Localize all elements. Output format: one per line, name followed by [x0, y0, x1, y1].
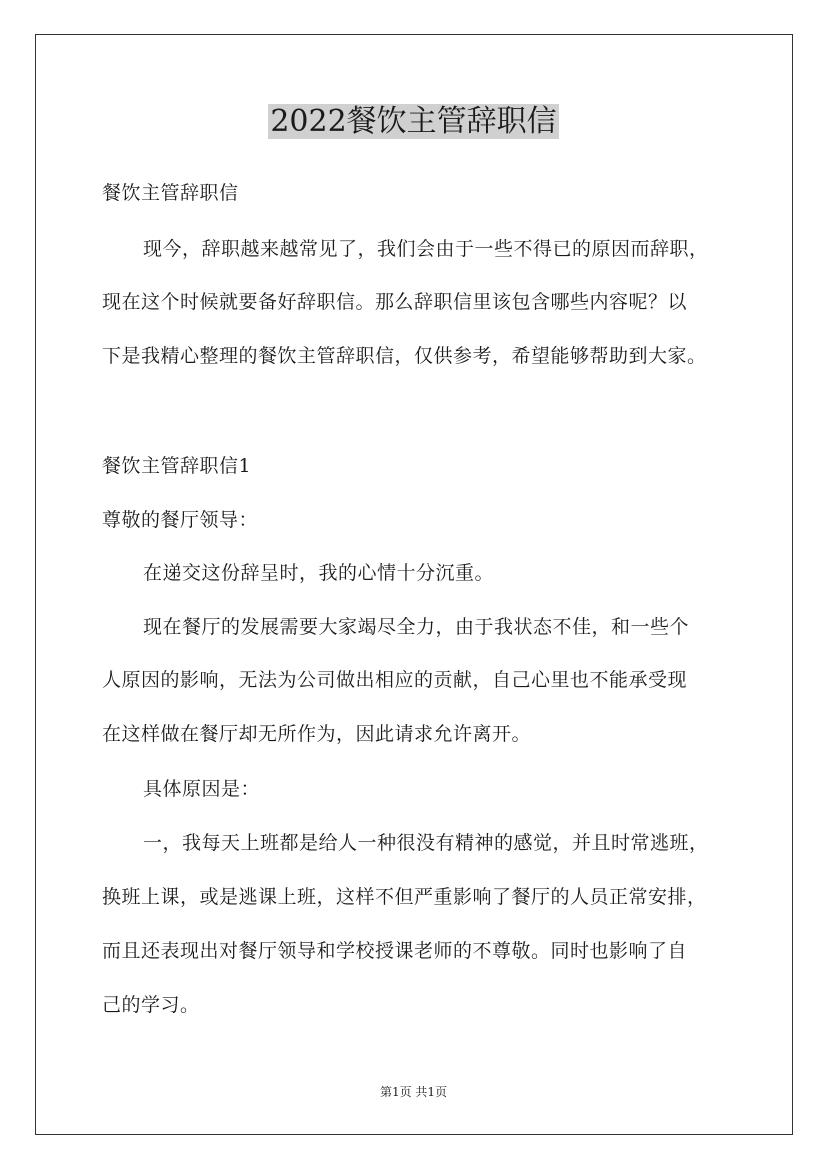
body-line: 己的学习。	[102, 994, 200, 1016]
section-heading: 餐饮主管辞职信1	[102, 455, 252, 477]
document-subtitle: 餐饮主管辞职信	[102, 182, 239, 204]
page-number: 第1页 共1页	[379, 1085, 448, 1099]
body-line: 现在餐厅的发展需要大家竭尽全力，由于我状态不佳，和一些个	[143, 616, 690, 638]
document-title	[0, 100, 827, 144]
body-line: 人原因的影响，无法为公司做出相应的贡献，自己心里也不能承受现	[102, 669, 688, 691]
intro-line: 现在这个时候就要备好辞职信。那么辞职信里该包含哪些内容呢？以	[102, 291, 688, 313]
salutation: 尊敬的餐厅领导：	[102, 509, 259, 531]
document-title-text: 2022餐饮主管辞职信	[270, 104, 557, 139]
intro-line: 现今，辞职越来越常见了，我们会由于一些不得已的原因而辞职，	[143, 238, 709, 260]
body-line: 在这样做在餐厅却无所作为，因此请求允许离开。	[102, 723, 532, 745]
body-line: 在递交这份辞呈时，我的心情十分沉重。	[143, 562, 495, 584]
body-line: 换班上课，或是逃课上班，这样不但严重影响了餐厅的人员正常安排，	[102, 886, 707, 908]
intro-line: 下是我精心整理的餐饮主管辞职信，仅供参考，希望能够帮助到大家。	[102, 345, 707, 367]
body-line: 一，我每天上班都是给人一种很没有精神的感觉，并且时常逃班，	[143, 832, 709, 854]
body-line: 具体原因是：	[143, 778, 261, 800]
body-line: 而且还表现出对餐厅领导和学校授课老师的不尊敬。同时也影响了自	[102, 940, 688, 962]
